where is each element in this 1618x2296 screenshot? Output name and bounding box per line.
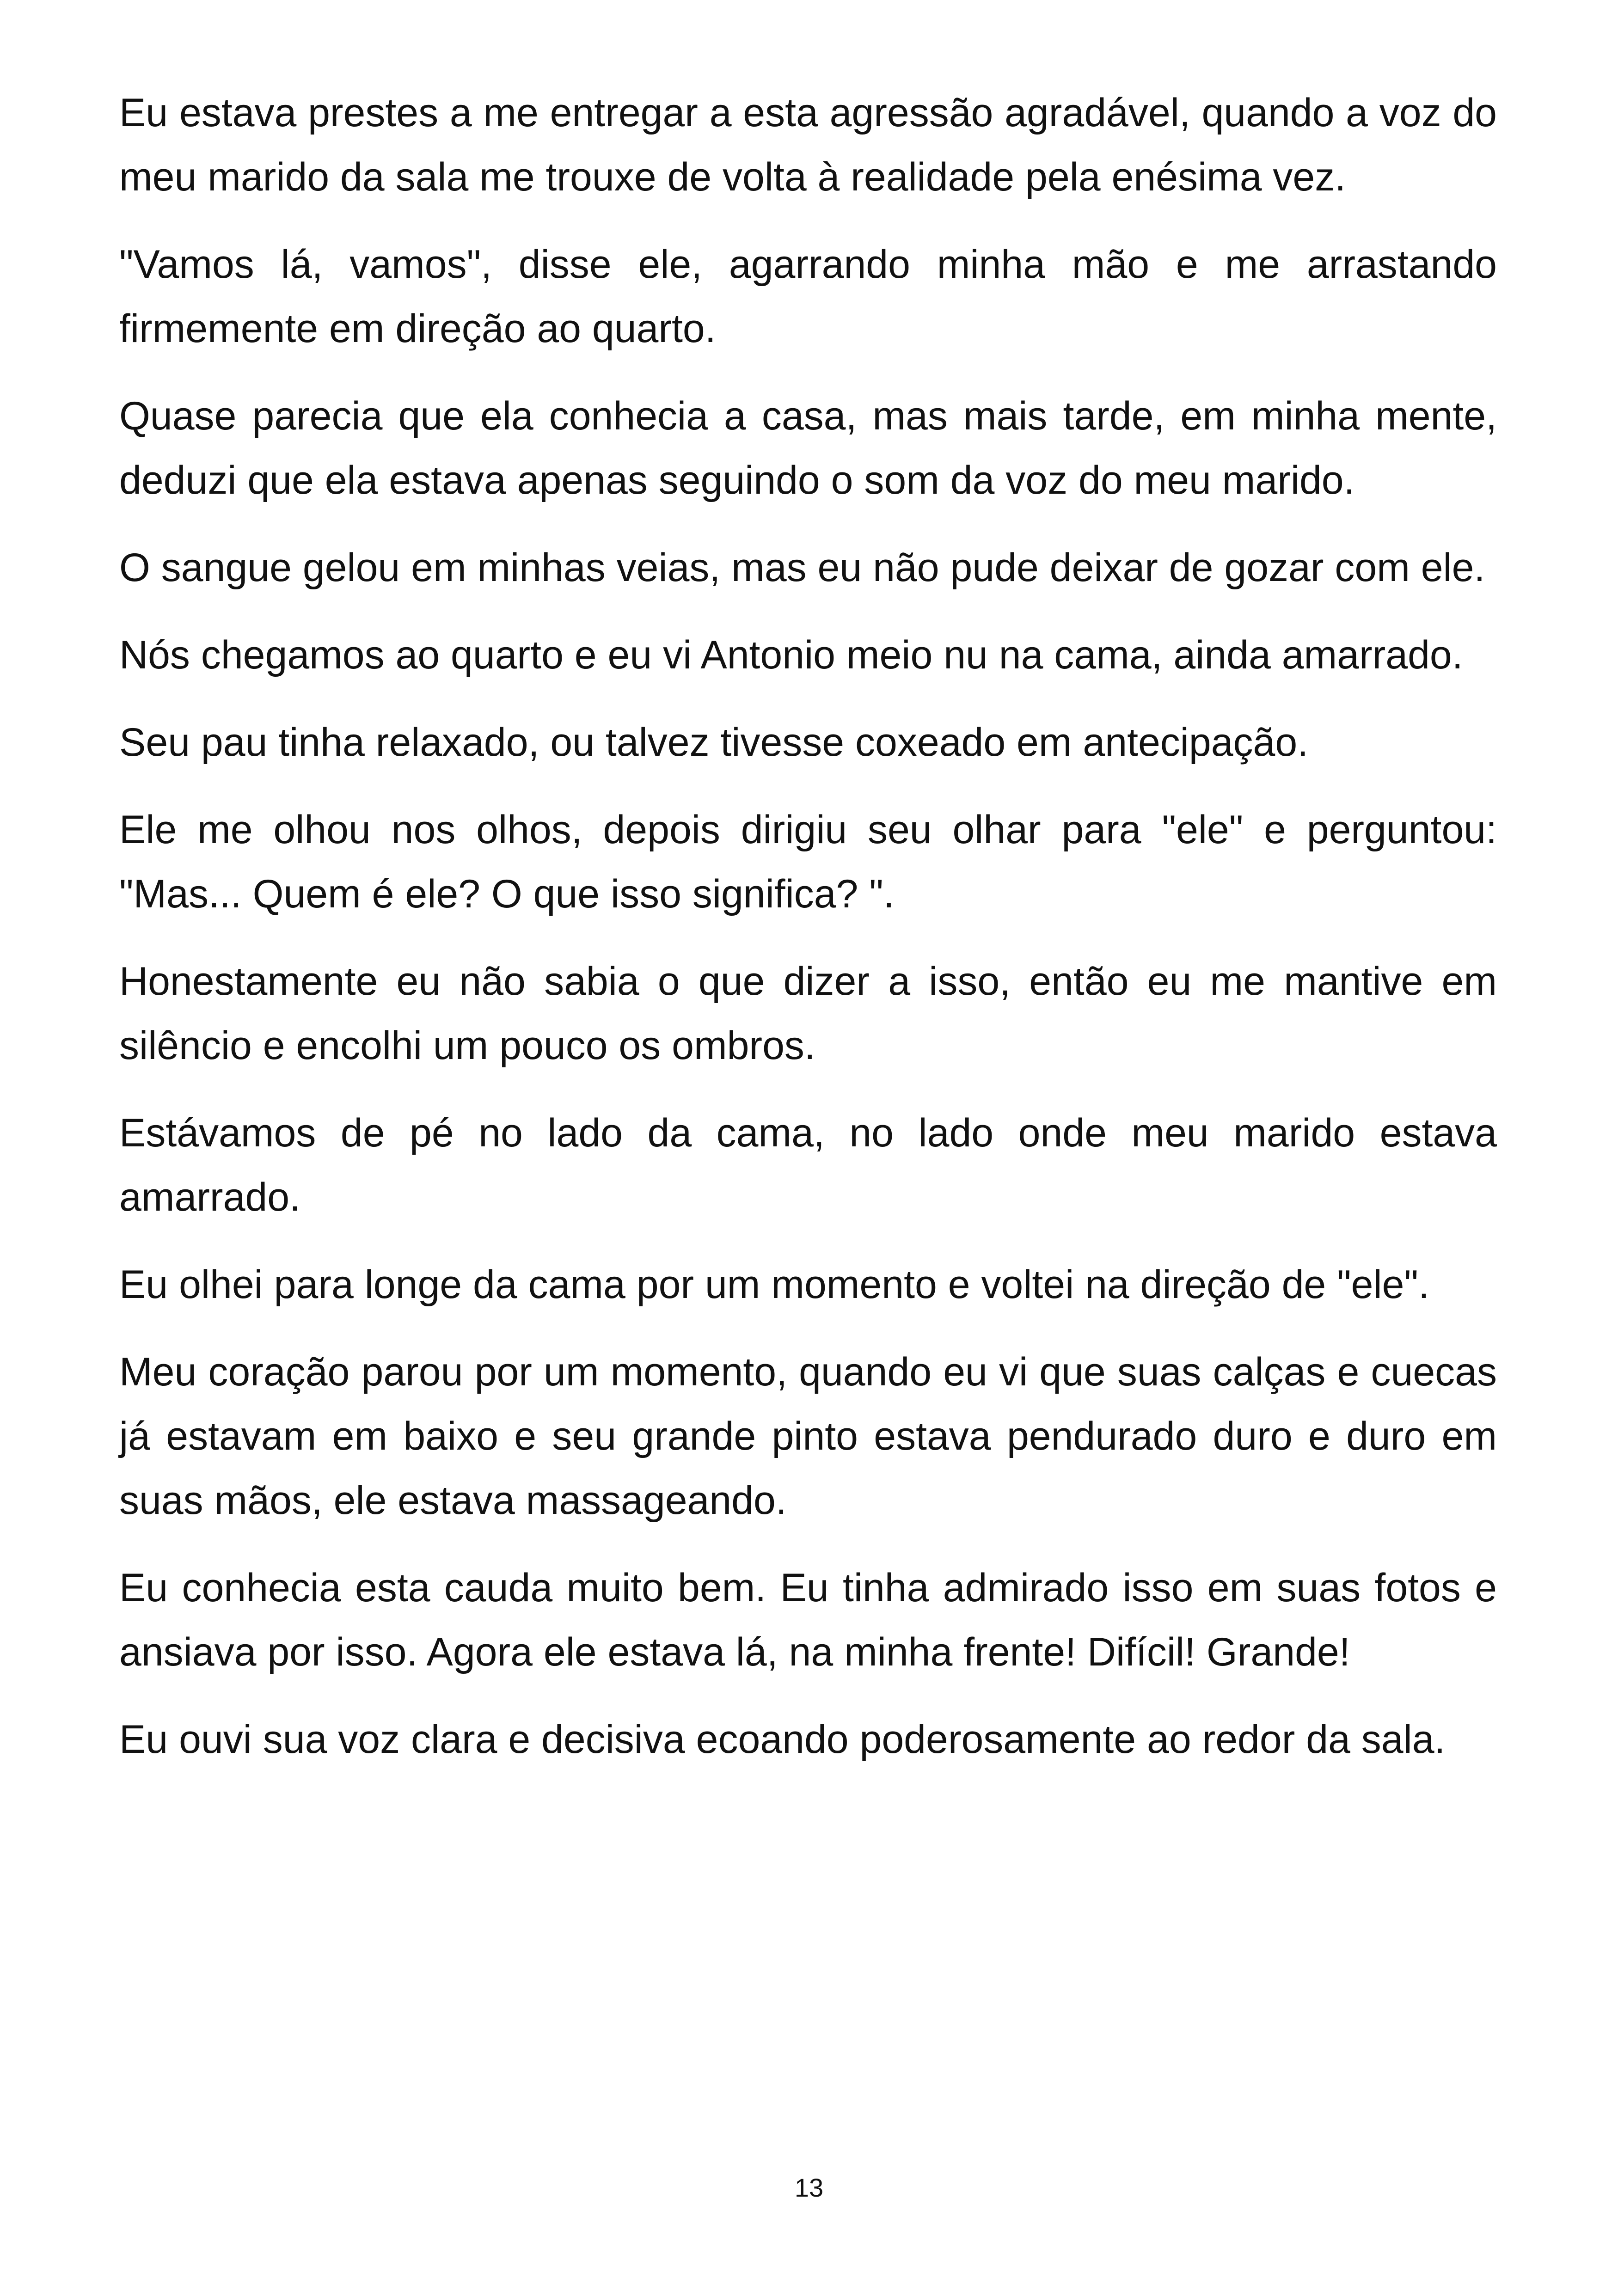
paragraph-5: Nós chegamos ao quarto e eu vi Antonio meio nu na cama, ainda amarrado. <box>119 633 1463 677</box>
paragraph-4: O sangue gelou em minhas veias, mas eu não pude deixar de gozar com ele. <box>119 545 1485 590</box>
paragraph-2: "Vamos lá, vamos", disse ele, agarrando minha mão e me arrastando firmemente em direção ao quarto. <box>119 242 1497 351</box>
body-text <box>119 81 1497 1795</box>
paragraph-13: Eu ouvi sua voz clara e decisiva ecoando poderosamente ao redor da sala. <box>119 1717 1446 1762</box>
paragraph-9: Estávamos de pé no lado da cama, no lado onde meu marido estava amarrado. <box>119 1111 1497 1219</box>
paragraph-8: Honestamente eu não sabia o que dizer a isso, então eu me mantive em silêncio e encolhi um pouco os ombros. <box>119 959 1497 1068</box>
paragraph-11: Meu coração parou por um momento, quando eu vi que suas calças e cuecas já estavam em baixo e seu grande pinto estava pendurado duro e duro em suas mãos, ele estava massageando. <box>119 1350 1497 1523</box>
page-number: 13 <box>794 2173 824 2202</box>
paragraph-10: Eu olhei para longe da cama por um momento e voltei na direção de "ele". <box>119 1262 1429 1307</box>
paragraph-7: Ele me olhou nos olhos, depois dirigiu seu olhar para "ele" e perguntou: "Mas... Quem é ele? O que isso significa? ". <box>119 808 1497 916</box>
paragraph-1: Eu estava prestes a me entregar a esta agressão agradável, quando a voz do meu marido da sala me trouxe de volta à realidade pela enésima vez. <box>119 91 1497 199</box>
paragraph-12: Eu conhecia esta cauda muito bem. Eu tinha admirado isso em suas fotos e ansiava por isso. Agora ele estava lá, na minha frente! Difícil! Grande! <box>119 1566 1497 1674</box>
paragraph-6: Seu pau tinha relaxado, ou talvez tivesse coxeado em antecipação. <box>119 720 1309 765</box>
paragraph-3: Quase parecia que ela conhecia a casa, mas mais tarde, em minha mente, deduzi que ela estava apenas seguindo o som da voz do meu marido. <box>119 394 1497 502</box>
